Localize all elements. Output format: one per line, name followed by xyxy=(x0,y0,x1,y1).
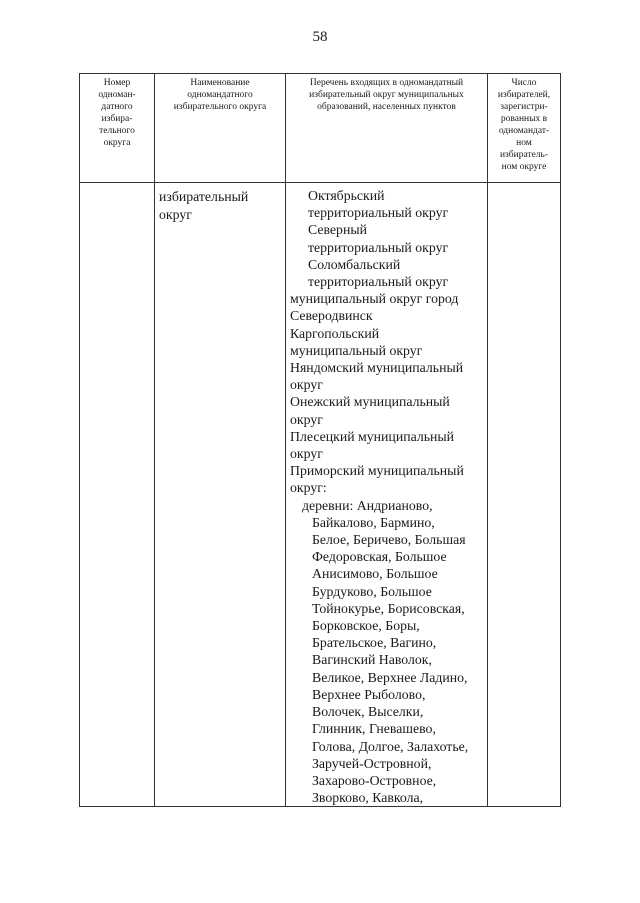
list-item: округ xyxy=(290,377,323,393)
list-item: Вагинский Наволок, xyxy=(312,652,432,668)
list-item: Октябрьский xyxy=(308,188,385,203)
header-line: Номер xyxy=(103,78,131,88)
list-item: территориальный округ xyxy=(308,205,449,221)
list-item: Байкалово, Бармино, xyxy=(312,514,435,530)
list-item: Федоровская, Большое xyxy=(312,549,447,565)
header-line: ном округе xyxy=(501,162,547,172)
list-item: Онежский муниципальный xyxy=(290,394,450,410)
list-item: Анисимово, Большое xyxy=(312,566,438,582)
header-line: избира- xyxy=(101,114,133,124)
list-item: Северодвинск xyxy=(290,308,373,324)
header-line: зарегистри- xyxy=(500,102,548,112)
page-number: 58 xyxy=(312,29,328,45)
list-item: Бурдуково, Большое xyxy=(312,583,432,599)
table-header-row xyxy=(80,74,561,183)
list-item: территориальный округ xyxy=(308,274,449,290)
header-line: тельного xyxy=(99,126,135,136)
header-district-number xyxy=(80,74,155,183)
name-line: округ xyxy=(159,206,192,222)
district-number-cell xyxy=(80,183,155,807)
header-line: избирателей, xyxy=(497,90,551,100)
list-item: округ xyxy=(290,446,323,462)
district-name-cell xyxy=(155,183,286,807)
header-line: датного xyxy=(101,102,133,112)
districts-table xyxy=(79,73,561,807)
list-item: муниципальный округ xyxy=(290,342,423,358)
list-item: Заручей-Островной, xyxy=(312,755,432,771)
list-item: Глинник, Гневашево, xyxy=(312,721,436,737)
list-item: Плесецкий муниципальный xyxy=(290,428,455,444)
table-row xyxy=(80,183,561,807)
list-item: Приморский муниципальный xyxy=(290,463,464,479)
header-line: округа xyxy=(103,138,131,148)
header-line: ном xyxy=(516,138,532,148)
header-line: образований, населенных пунктов xyxy=(317,102,456,112)
voters-count-cell xyxy=(488,183,561,807)
list-item: Соломбальский xyxy=(308,256,401,272)
list-item: Белое, Беричево, Большая xyxy=(312,532,466,548)
name-line: избирательный xyxy=(159,189,249,204)
list-item: Северный xyxy=(308,222,367,238)
header-line: одномандат- xyxy=(498,126,550,136)
list-item: деревни: Андрианово, xyxy=(302,497,433,513)
header-voters-count xyxy=(488,74,561,183)
header-line: Наименование xyxy=(190,78,250,88)
list-item: Борковское, Боры, xyxy=(312,618,420,634)
list-item: Зворково, Кавкола, xyxy=(312,790,424,806)
header-district-name xyxy=(155,74,286,183)
list-item: Великое, Верхнее Ладино, xyxy=(312,669,468,685)
header-line: одномандатного xyxy=(187,90,253,100)
list-item: округ: xyxy=(290,480,327,496)
list-item: округ xyxy=(290,411,323,427)
header-line: избиратель- xyxy=(499,150,549,160)
header-line: Число xyxy=(511,78,537,88)
list-item: Голова, Долгое, Залахотье, xyxy=(312,738,469,754)
list-item: Няндомский муниципальный xyxy=(290,360,464,376)
list-item: Каргопольский xyxy=(290,325,380,341)
header-line: одноман- xyxy=(98,90,136,100)
list-item: Захарово-Островное, xyxy=(312,772,437,788)
list-item: Тойнокурье, Борисовская, xyxy=(312,600,465,616)
municipalities-list-cell xyxy=(286,183,488,807)
list-item: Брательское, Вагино, xyxy=(312,635,437,651)
header-line: Перечень входящих в одномандатный xyxy=(309,78,464,88)
header-line: избирательный округ муниципальных xyxy=(309,90,464,100)
list-item: Волочек, Выселки, xyxy=(312,704,424,720)
list-item: муниципальный округ город xyxy=(290,291,459,307)
list-item: территориальный округ xyxy=(308,239,449,255)
header-line: избирательного округа xyxy=(173,102,267,112)
list-item: Верхнее Рыболово, xyxy=(312,686,426,702)
header-line: рованных в xyxy=(500,114,548,124)
header-municipalities-list xyxy=(286,74,488,183)
